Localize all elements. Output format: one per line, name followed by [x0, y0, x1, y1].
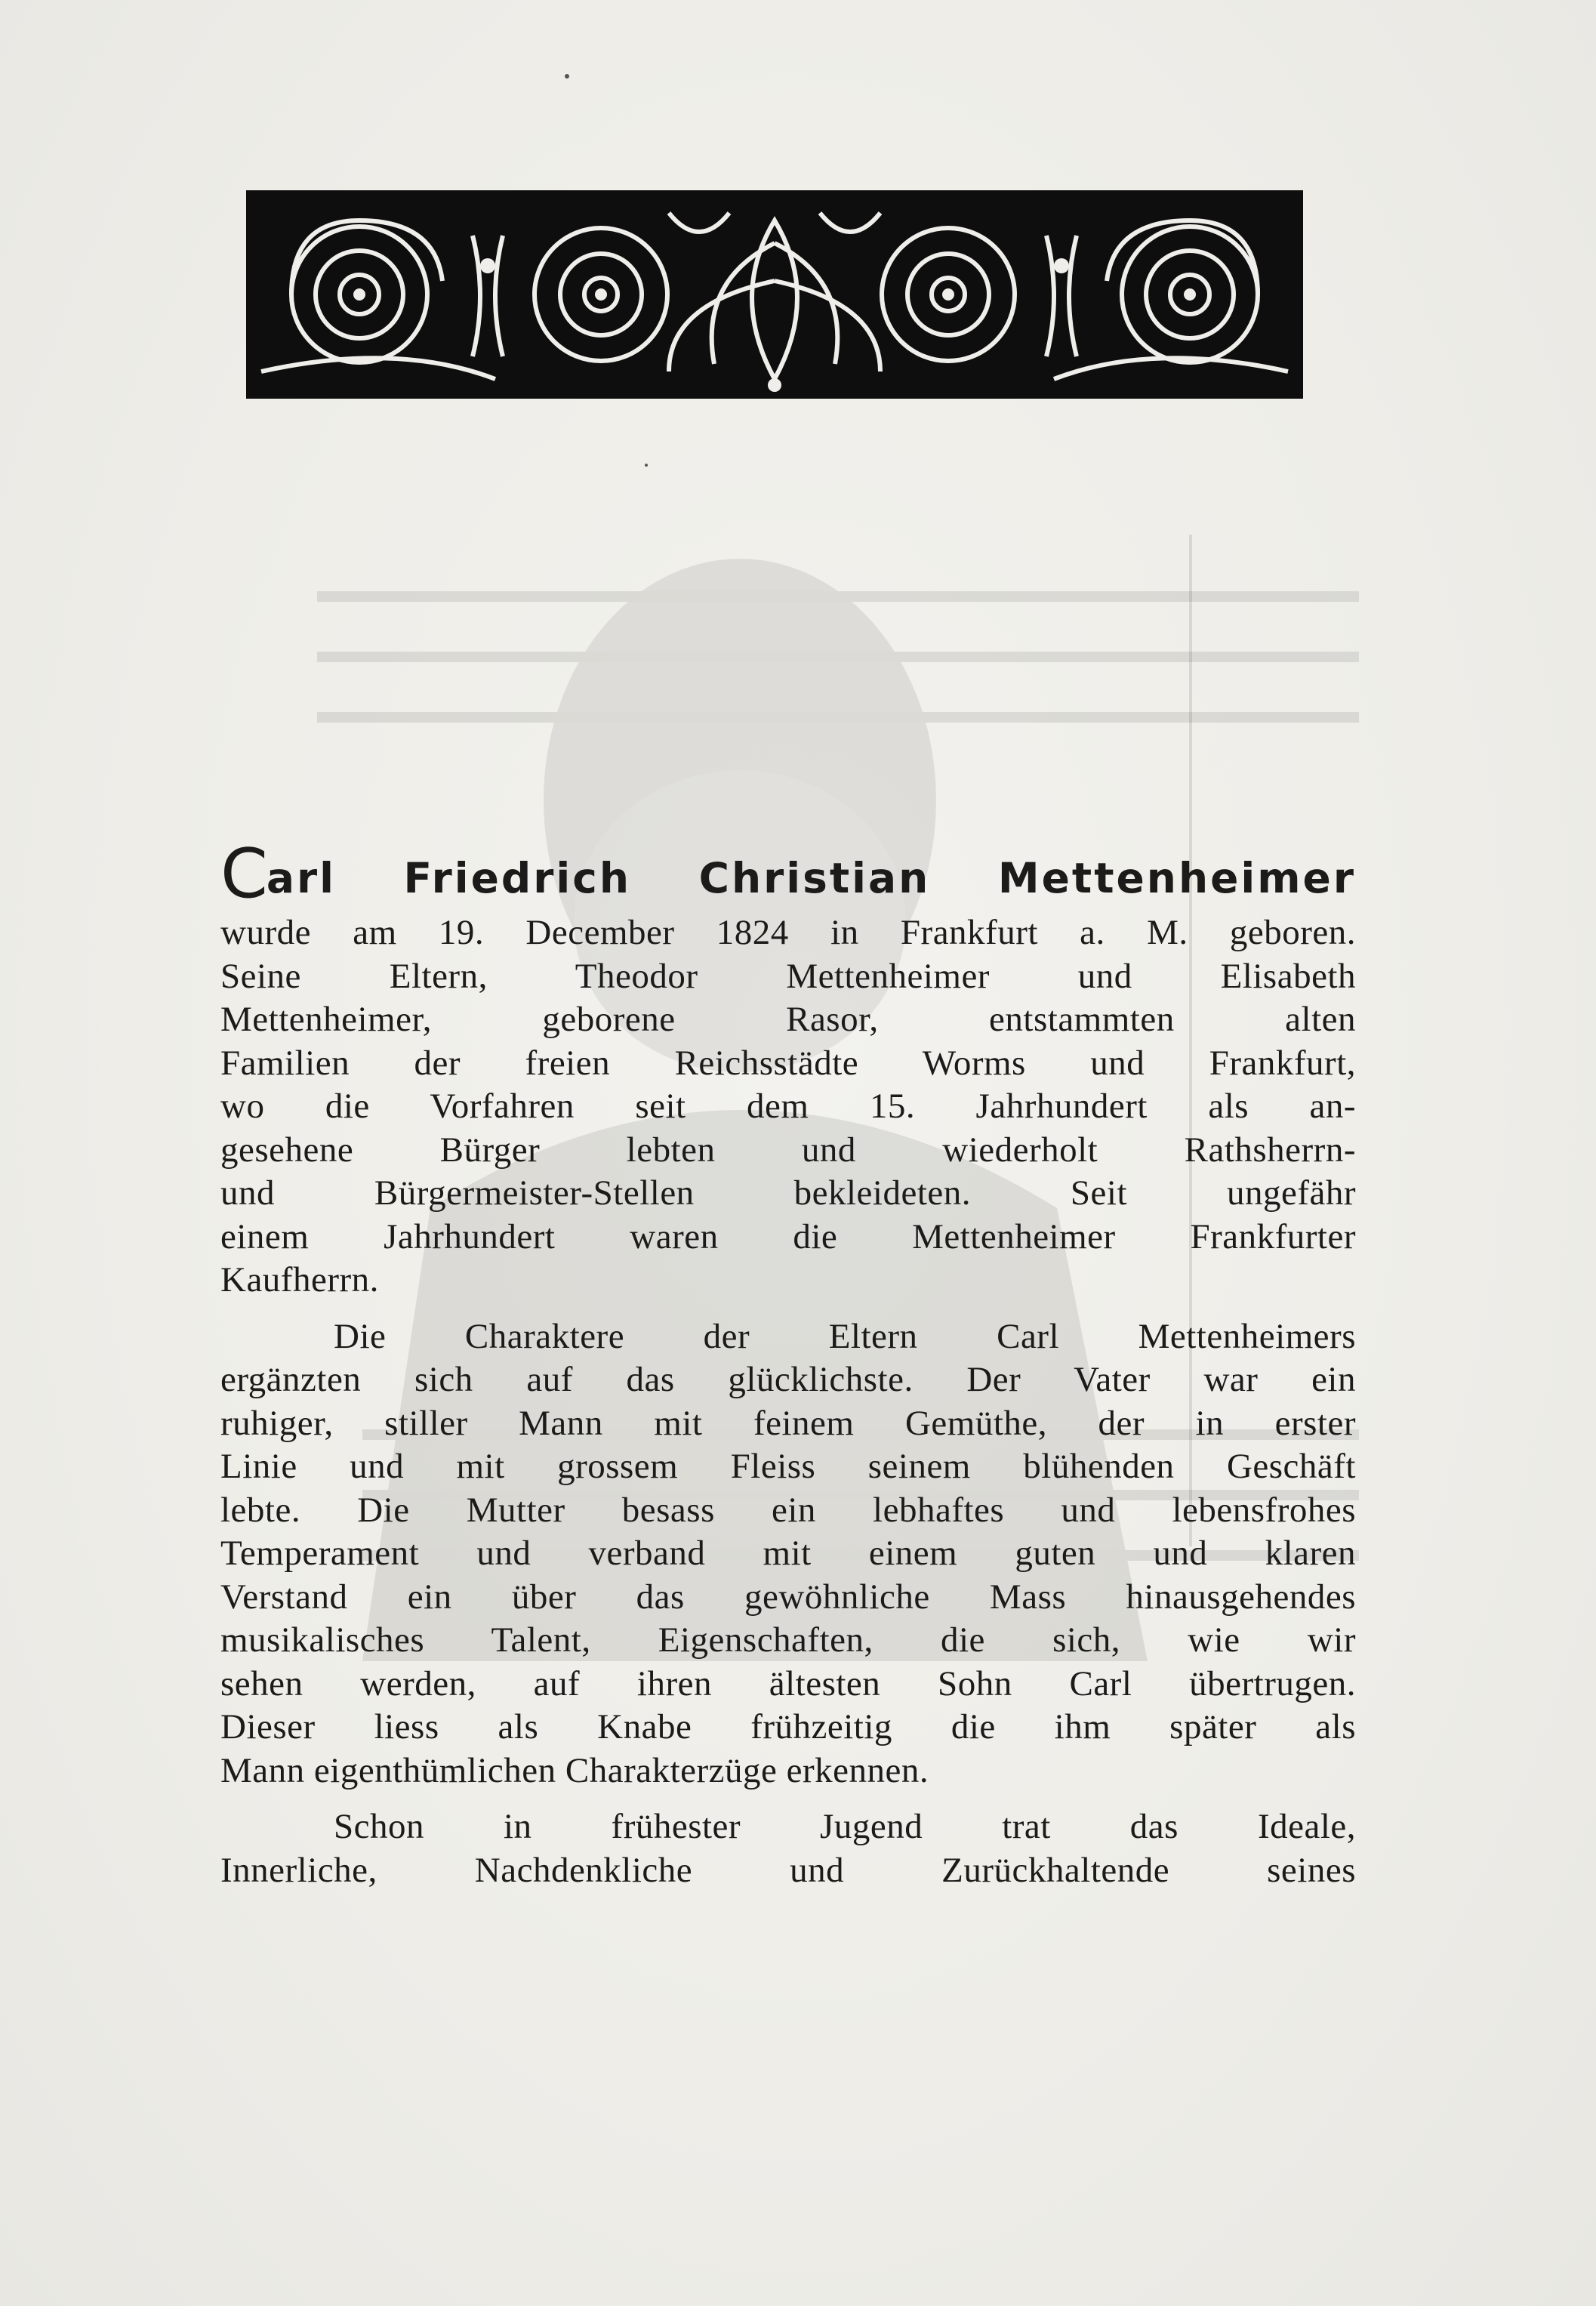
- text-line: einem Jahrhundert waren die Mettenheimer Frankfurter: [220, 1216, 1356, 1256]
- text-line: ergänzten sich auf das glücklichste. Der Vater war ein: [220, 1360, 1356, 1399]
- text-line: Linie und mit grossem Fleiss seinem blühenden Geschäft: [220, 1447, 1356, 1486]
- text-line: wurde am 19. December 1824 in Frankfurt a. M. geboren.: [220, 913, 1356, 952]
- paragraph-1: [220, 911, 1356, 1303]
- text-line: musikalisches Talent, Eigenschaften, die sich, wie wir: [220, 1620, 1356, 1660]
- text-line: Dieser liess als Knabe frühzeitig die ihm später als: [220, 1707, 1356, 1746]
- heading-rest: arl Friedrich Christian Mettenheimer: [266, 854, 1356, 902]
- text-line: Kaufherrn.: [220, 1260, 379, 1299]
- text-line: Seine Eltern, Theodor Mettenheimer und Elisabeth: [220, 956, 1356, 996]
- paragraph-2: [220, 1315, 1356, 1793]
- text-line: Innerliche, Nachdenkliche und Zurückhaltende seines: [220, 1850, 1356, 1890]
- text-line: lebte. Die Mutter besass ein lebhaftes und lebensfrohes: [220, 1490, 1356, 1530]
- text-line: ruhiger, stiller Mann mit feinem Gemüthe, der in erster: [220, 1403, 1356, 1443]
- person-name-heading: [220, 834, 1356, 914]
- text-line: Temperament und verband mit einem guten und klaren: [220, 1534, 1356, 1573]
- speck-top: [565, 74, 569, 79]
- speck-mid: [645, 464, 648, 467]
- text-line: Die Charaktere der Eltern Carl Mettenheimers: [334, 1316, 1356, 1356]
- text-line: Familien der freien Reichsstädte Worms und Frankfurt,: [220, 1043, 1356, 1083]
- paragraph-3: [220, 1805, 1356, 1892]
- text-line: Verstand ein über das gewöhnliche Mass hinausgehendes: [220, 1577, 1356, 1617]
- article-text: [220, 834, 1356, 1892]
- text-line: Mettenheimer, geborene Rasor, entstammten alten: [220, 1000, 1356, 1039]
- text-line: Schon in frühester Jugend trat das Ideale,: [334, 1807, 1356, 1846]
- ornamental-header-band-image: [246, 190, 1303, 399]
- text-line: wo die Vorfahren seit dem 15. Jahrhundert als an-: [220, 1087, 1356, 1126]
- text-line: und Bürgermeister-Stellen bekleideten. Seit ungefähr: [220, 1173, 1356, 1213]
- text-line: gesehene Bürger lebten und wiederholt Rathsherrn-: [220, 1130, 1356, 1170]
- text-line: Mann eigenthümlichen Charakterzüge erkennen.: [220, 1750, 929, 1790]
- text-line: sehen werden, auf ihren ältesten Sohn Carl übertrugen.: [220, 1663, 1356, 1703]
- heading-initial: C: [220, 834, 268, 914]
